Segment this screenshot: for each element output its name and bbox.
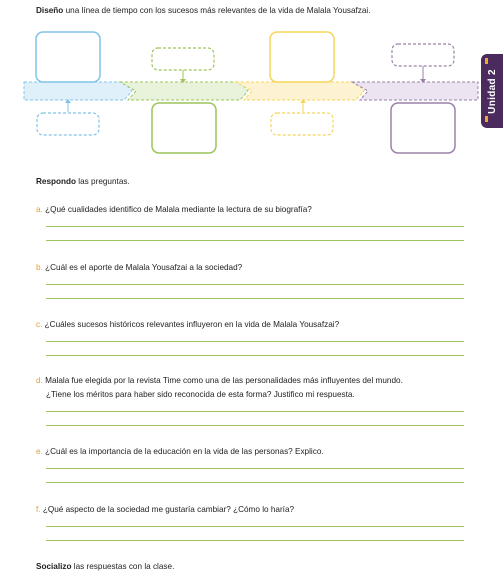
event-box-1-top[interactable] (36, 32, 100, 82)
answer-line[interactable] (46, 226, 464, 227)
date-box-3-bottom[interactable] (271, 113, 333, 135)
event-box-3-top[interactable] (270, 32, 334, 82)
timeline-segment-yellow (236, 82, 364, 100)
answer-line[interactable] (46, 355, 464, 356)
event-box-2-bottom[interactable] (152, 103, 216, 153)
event-box-4-bottom[interactable] (391, 103, 455, 153)
timeline-segment-green (120, 82, 248, 100)
answer-line[interactable] (46, 468, 464, 469)
timeline-instruction: Diseño una línea de tiempo con los sucesos más relevantes de la vida de Malala Yousafzai. (36, 6, 371, 15)
answer-instruction: Respondo las preguntas. (36, 177, 130, 186)
date-box-4-top[interactable] (392, 44, 454, 66)
date-box-2-top[interactable] (152, 48, 214, 70)
timeline-segment-blue (24, 82, 132, 100)
timeline-band (24, 82, 478, 100)
unit-tab-label: Unidad 2 (486, 68, 498, 114)
timeline-segment-purple (352, 82, 478, 100)
answer-line[interactable] (46, 540, 464, 541)
question-d: d. Malala fue elegida por la revista Time como una de las personalidades más influyentes del mundo. (36, 376, 403, 385)
answer-line[interactable] (46, 482, 464, 483)
answer-line[interactable] (46, 411, 464, 412)
question-f: f. ¿Qué aspecto de la sociedad me gustaría cambiar? ¿Cómo lo haría? (36, 505, 295, 514)
date-box-1-bottom[interactable] (37, 113, 99, 135)
question-e: e. ¿Cuál es la importancia de la educación en la vida de las personas? Explico. (36, 447, 324, 456)
question-a: a. ¿Qué cualidades identifico de Malala mediante la lectura de su biografía? (36, 205, 312, 214)
question-b: b. ¿Cuál es el aporte de Malala Yousafzai a la sociedad? (36, 263, 243, 272)
answer-line[interactable] (46, 284, 464, 285)
answer-line[interactable] (46, 240, 464, 241)
answer-line[interactable] (46, 425, 464, 426)
question-d-continuation: ¿Tiene los méritos para haber sido reconocida de esta forma? Justifico mi respuesta. (46, 390, 355, 399)
answer-line[interactable] (46, 526, 464, 527)
answer-line[interactable] (46, 341, 464, 342)
answer-line[interactable] (46, 298, 464, 299)
socialize-instruction: Socializo las respuestas con la clase. (36, 562, 175, 571)
question-c: c. ¿Cuáles sucesos históricos relevantes influyeron en la vida de Malala Yousafzai? (36, 320, 340, 329)
